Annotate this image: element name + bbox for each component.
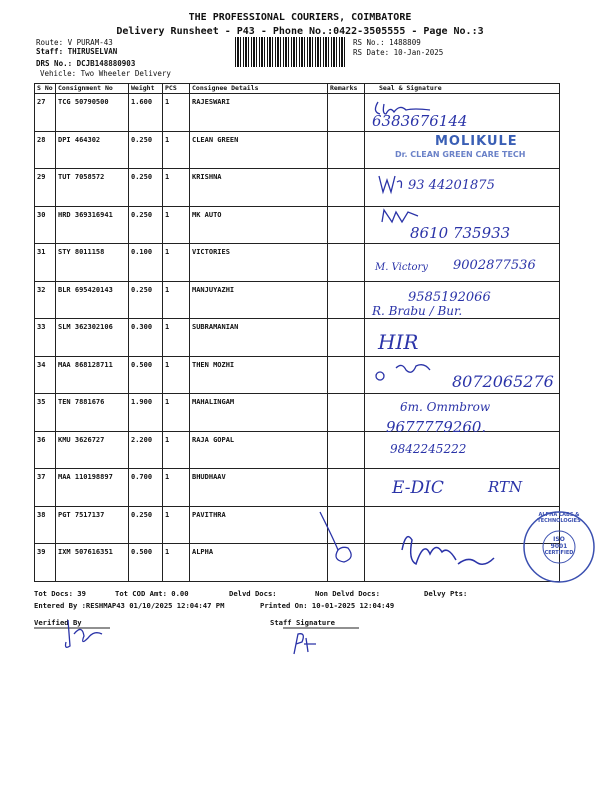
handwritten-phone-36: 9677779260. xyxy=(386,418,487,436)
cell-signature xyxy=(365,319,560,357)
cell-remarks xyxy=(328,206,365,244)
seal-outer-text: ALPHA LABS & TECHNOLOGIES xyxy=(537,512,581,524)
route-label: Route: V PURAM-43 xyxy=(36,38,113,47)
cell-consignment: PGT 7517137 xyxy=(56,506,129,544)
runsheet-title: Delivery Runsheet - P43 - Phone No.:0422-3505555 - Page No.:3 xyxy=(116,26,484,37)
staff-label: Staff: THIRUSELVAN xyxy=(36,47,118,56)
cell-remarks xyxy=(328,356,365,394)
cell-consignee: ALPHA xyxy=(190,544,328,582)
alpha-labs-seal xyxy=(522,510,596,584)
col-consignment: Consignment No xyxy=(56,84,129,94)
cell-weight: 0.500 xyxy=(129,356,163,394)
cell-consignment: TUT 7058572 xyxy=(56,169,129,207)
cell-consignment: TCG 50790500 xyxy=(56,94,129,132)
company-title: THE PROFESSIONAL COURIERS, COIMBATORE xyxy=(188,12,412,23)
cell-signature xyxy=(365,281,560,319)
stamp-clean-green-text: Dr. CLEAN GREEN CARE TECH xyxy=(395,150,526,159)
cell-sno: 38 xyxy=(35,506,56,544)
handwritten-phone-29: 93 44201875 xyxy=(408,178,495,193)
cell-consignee: THEN MOZHI xyxy=(190,356,328,394)
handwritten-phone-34: 8072065276 xyxy=(452,372,554,391)
table-row xyxy=(35,94,560,132)
seal-cert-text: CERTIFIED xyxy=(544,550,574,556)
cell-pcs: 1 xyxy=(163,281,190,319)
cell-weight: 0.250 xyxy=(129,131,163,169)
signature-scribble-29 xyxy=(375,172,407,196)
rs-number: RS No.: 1488809 xyxy=(353,38,421,47)
cell-sno: 29 xyxy=(35,169,56,207)
delivered-docs: Delvd Docs: xyxy=(229,589,277,598)
cell-pcs: 1 xyxy=(163,131,190,169)
cell-sno: 31 xyxy=(35,244,56,282)
cell-signature xyxy=(365,394,560,432)
cell-weight: 0.250 xyxy=(129,281,163,319)
cell-weight: 0.300 xyxy=(129,319,163,357)
handwritten-phone-27: 6383676144 xyxy=(372,112,468,130)
cell-weight: 0.100 xyxy=(129,244,163,282)
table-row xyxy=(35,394,560,432)
cell-pcs: 1 xyxy=(163,506,190,544)
cell-sno: 30 xyxy=(35,206,56,244)
col-pcs: PCS xyxy=(163,84,190,94)
cell-sno: 32 xyxy=(35,281,56,319)
signature-scribble-27 xyxy=(370,96,450,118)
cell-consignment: MAA 110198897 xyxy=(56,469,129,507)
signature-scribble-30 xyxy=(378,206,428,228)
handwritten-rtn-37: RTN xyxy=(488,478,523,496)
verified-by-label: Verified By xyxy=(34,618,82,627)
rs-date: RS Date: 10-Jan-2025 xyxy=(353,48,444,57)
cell-sno: 37 xyxy=(35,469,56,507)
cell-pcs: 1 xyxy=(163,94,190,132)
cell-consignee: SUBRAMANIAN xyxy=(190,319,328,357)
cell-pcs: 1 xyxy=(163,244,190,282)
cell-consignment: DPI 464302 xyxy=(56,131,129,169)
cell-remarks xyxy=(328,281,365,319)
cell-pcs: 1 xyxy=(163,469,190,507)
table-row xyxy=(35,281,560,319)
cell-remarks xyxy=(328,394,365,432)
cell-pcs: 1 xyxy=(163,431,190,469)
cell-weight: 1.600 xyxy=(129,94,163,132)
cell-consignee: MAHALINGAM xyxy=(190,394,328,432)
handwritten-remark-33: HIR xyxy=(378,330,419,354)
cell-consignment: STY 8011158 xyxy=(56,244,129,282)
cell-pcs: 1 xyxy=(163,319,190,357)
handwritten-phone-31: 9002877536 xyxy=(453,258,536,273)
signature-scribble-39 xyxy=(398,520,518,575)
table-header-row xyxy=(35,84,560,94)
cell-pcs: 1 xyxy=(163,206,190,244)
cell-consignment: IXM 507616351 xyxy=(56,544,129,582)
cell-sno: 33 xyxy=(35,319,56,357)
cell-pcs: 1 xyxy=(163,356,190,394)
signature-scribble-34 xyxy=(372,358,442,384)
col-signature: Seal & Signature xyxy=(365,84,560,94)
verified-signature-scribble xyxy=(62,616,112,652)
cell-consignment: HRD 369316941 xyxy=(56,206,129,244)
cell-consignee: MANJUYAZHI xyxy=(190,281,328,319)
cell-sno: 36 xyxy=(35,431,56,469)
cell-sno: 28 xyxy=(35,131,56,169)
table-row xyxy=(35,356,560,394)
cell-pcs: 1 xyxy=(163,394,190,432)
cell-consignment: SLM 362302106 xyxy=(56,319,129,357)
cell-remarks xyxy=(328,319,365,357)
cell-pcs: 1 xyxy=(163,169,190,207)
cell-remarks xyxy=(328,131,365,169)
cell-remarks xyxy=(328,469,365,507)
table-row xyxy=(35,431,560,469)
cell-remarks xyxy=(328,94,365,132)
cell-consignee: KRISHNA xyxy=(190,169,328,207)
printed-on: Printed On: 10-01-2025 12:04:49 xyxy=(260,601,395,610)
cell-consignment: MAA 868128711 xyxy=(56,356,129,394)
cell-sno: 27 xyxy=(35,94,56,132)
cell-weight: 0.250 xyxy=(129,506,163,544)
drs-barcode xyxy=(235,37,346,67)
cell-weight: 0.500 xyxy=(129,544,163,582)
cell-weight: 1.900 xyxy=(129,394,163,432)
cell-consignee: MK AUTO xyxy=(190,206,328,244)
cell-remarks xyxy=(328,244,365,282)
handwritten-name-35: 6m. Ommbrow xyxy=(400,400,491,414)
cell-consignee: RAJA GOPAL xyxy=(190,431,328,469)
table-row xyxy=(35,469,560,507)
staff-signature-scribble xyxy=(290,630,330,656)
entered-by: Entered By :RESHMAP43 01/10/2025 12:04:47 PM xyxy=(34,601,225,610)
delivery-points: Delvy Pts: xyxy=(424,589,468,598)
cell-sno: 35 xyxy=(35,394,56,432)
col-remarks: Remarks xyxy=(328,84,365,94)
cell-consignment: BLR 695420143 xyxy=(56,281,129,319)
cell-sno: 39 xyxy=(35,544,56,582)
seal-number-text: 9001 xyxy=(550,543,568,550)
handwritten-name-31: M. Victory xyxy=(375,262,428,273)
handwritten-name-32: R. Brabu / Bur. xyxy=(372,304,463,318)
table-row xyxy=(35,244,560,282)
cell-weight: 0.250 xyxy=(129,206,163,244)
vehicle-label: Vehicle: Two Wheeler Delivery xyxy=(40,69,171,78)
cell-consignee: CLEAN GREEN xyxy=(190,131,328,169)
drs-number: DRS No.: DCJB148880903 xyxy=(36,59,136,68)
col-consignee: Consignee Details xyxy=(190,84,328,94)
total-docs: Tot Docs: 39 xyxy=(34,589,86,598)
cell-signature xyxy=(365,469,560,507)
col-weight: Weight xyxy=(129,84,163,94)
seal-iso-text: ISO xyxy=(553,536,565,543)
cell-consignment: TEN 7881676 xyxy=(56,394,129,432)
total-cod-amount: Tot COD Amt: 0.00 xyxy=(115,589,189,598)
cell-signature xyxy=(365,431,560,469)
cell-consignee: RAJESWARI xyxy=(190,94,328,132)
cell-weight: 0.700 xyxy=(129,469,163,507)
cell-weight: 2.200 xyxy=(129,431,163,469)
non-delivered-docs: Non Delvd Docs: xyxy=(315,589,380,598)
cell-sno: 34 xyxy=(35,356,56,394)
stamp-molikule-text: MOLIKULE xyxy=(435,134,518,149)
cell-consignee: VICTORIES xyxy=(190,244,328,282)
table-row xyxy=(35,319,560,357)
cell-weight: 0.250 xyxy=(129,169,163,207)
handwritten-phone-36b: 9842245222 xyxy=(390,442,467,456)
cell-signature xyxy=(365,244,560,282)
cell-consignment: KMU 3626727 xyxy=(56,431,129,469)
handwritten-phone-30: 8610 735933 xyxy=(410,224,511,242)
handwritten-remark-37: E-DIC xyxy=(392,478,444,498)
cell-pcs: 1 xyxy=(163,544,190,582)
signature-scribble-38 xyxy=(314,510,369,570)
cell-remarks xyxy=(328,431,365,469)
staff-signature-label: Staff Signature xyxy=(270,618,335,627)
table-row xyxy=(35,206,560,244)
col-sno: S No xyxy=(35,84,56,94)
clean-green-stamp xyxy=(395,134,555,168)
cell-consignee: BHUDHAAV xyxy=(190,469,328,507)
handwritten-phone-32: 9585192066 xyxy=(408,290,491,305)
cell-consignee: PAVITHRA xyxy=(190,506,328,544)
table-row xyxy=(35,169,560,207)
cell-remarks xyxy=(328,169,365,207)
